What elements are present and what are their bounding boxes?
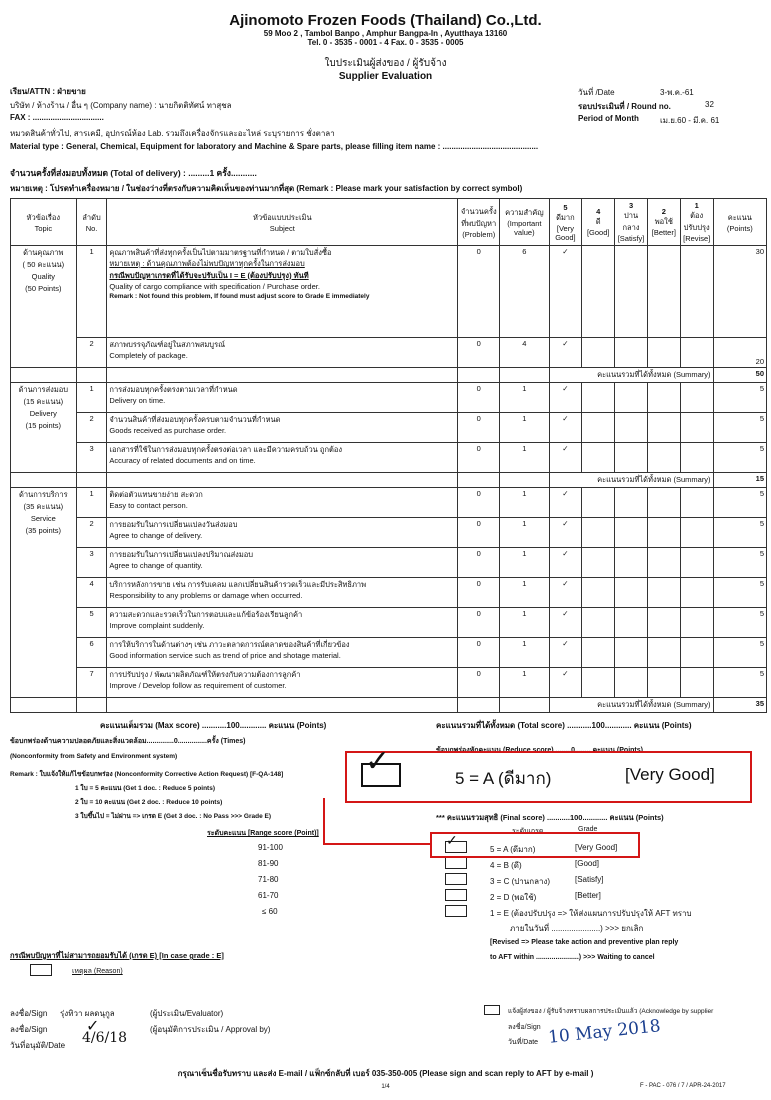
row-points: 5 [713,668,766,698]
grade-c-checkbox[interactable] [445,873,467,885]
row-no: 1 [76,488,107,518]
importance-value: 1 [500,383,549,413]
checkmark-icon: ✓ [365,745,391,778]
range-label: ระดับคะแนน [Range score (Point)] [207,830,319,837]
grade-label: ระดับเกรด [512,828,544,835]
table-row [11,383,767,413]
checkmark-icon: ✓ [549,668,582,698]
grade-a-highlight [430,832,640,858]
table-row [11,548,767,578]
problem-count: 0 [458,488,500,518]
round-label: รอบประเมินที่ / Round no. [578,102,671,111]
summary-label: คะแนนรวมที่ได้ทั้งหมด (Summary) [549,368,713,383]
approve-date-label: วันที่อนุมัติ/Date [10,1041,66,1050]
problem-count: 0 [458,338,500,368]
subject-cell: การให้บริการในด้านต่างๆ เช่น ภาวะตลาดการณ์ตลาดของสินค้าที่เกี่ยวข้อง Good information service such as trend of price and shotage material. [107,638,458,668]
ncr-remark: Remark : ใบแจ้งให้แก้ไขข้อบกพร่อง (Nonconformity Corrective Action Request) [F-QA-148] [10,771,284,778]
row-points: 5 [713,578,766,608]
checkmark-icon: ✓ [549,518,582,548]
problem-count: 0 [458,383,500,413]
date-value: 3-พ.ค.-61 [660,88,694,97]
range-1: 91-100 [258,843,283,852]
range-5: ≤ 60 [262,907,278,916]
date-label: วันที่ /Date [578,88,615,97]
row-no: 7 [76,668,107,698]
summary-value: 35 [713,698,766,713]
attn-line: เรียน/ATTN : ฝ่ายขาย [10,87,86,96]
row-points: 5 [713,638,766,668]
problem-count: 0 [458,548,500,578]
row-points: 5 [713,548,766,578]
problem-count: 0 [458,518,500,548]
material-type-line: Material type : General, Chemical, Equipment for laboratory and Machine & Spare parts, please filling item name : ........................................... [10,142,539,151]
max-score: คะแนนเต็มรวม (Max score) ...........100............ คะแนน (Points) [100,721,327,730]
ncr-line-en: (Nonconformity from Safety and Environment system) [10,753,178,760]
subject-cell: ความสะดวกและรวดเร็วในการตอบและแก้ข้อร้องเรียนลูกค้า Improve complaint suddenly. [107,608,458,638]
title-english: Supplier Evaluation [338,71,433,82]
grade-e-line2: ภายในวันที่ ......................) >>> ยกเลิก [510,924,644,933]
company-address: 59 Moo 2 , Tambol Banpo , Amphur Bangpa-In , Ayutthaya 13160 [263,29,508,38]
subject-cell: การส่งมอบทุกครั้งตรงตามเวลาที่กำหนด Delivery on time. [107,383,458,413]
subject-cell: การยอมรับในการเปลี่ยนแปลงปริมาณส่งมอบ Agree to change of quantity. [107,548,458,578]
checkmark-icon: ✓ [549,488,582,518]
importance-value: 1 [500,488,549,518]
problem-count: 0 [458,668,500,698]
table-row [11,668,767,698]
header-score-1: 1 ต้องปรับปรุง [Revise] [680,199,713,246]
revised-line: [Revised => Please take action and preventive plan reply [490,939,679,946]
subject-cell: ติดต่อตัวแทนขายง่าย สะดวก Easy to contact person. [107,488,458,518]
importance-value: 1 [500,413,549,443]
total-score: คะแนนรวมที่ได้ทั้งหมด (Total score) ...........100............ คะแนน (Points) [436,721,692,730]
topic-quality: ด้านคุณภาพ ( 50 คะแนน) Quality (50 Points) [11,246,77,368]
importance-value: 1 [500,608,549,638]
ack-date-value: 10 May 2018 [547,1016,662,1048]
form-code: F - PAC - 076 / 7 / APR-24-2017 [640,1083,726,1089]
importance-value: 4 [500,338,549,368]
subject-cell: การยอมรับในการเปลี่ยนแปลงวันส่งมอบ Agree to change of delivery. [107,518,458,548]
importance-value: 1 [500,443,549,473]
summary-value: 50 [713,368,766,383]
header-importance: ความสำคัญ (Important value) [500,199,549,246]
summary-row [11,368,767,383]
row-no: 2 [76,338,107,368]
grade-a-label: 5 = A (ดีมาก) [490,845,536,854]
table-row [11,518,767,548]
range-4: 61-70 [258,891,279,900]
table-row [11,443,767,473]
problem-count: 0 [458,638,500,668]
checkmark-icon: ✓ [549,413,582,443]
category-line: หมวดสินค้าทั่วไป, สารเคมี, อุปกรณ์ห้อง Lab. รวมถึงเครื่องจักรและอะไหล่ ระบุรายการ ชั่งตาลา [10,129,335,138]
ncr-1: 1 ใบ = 5 คะแนน (Get 1 doc. : Reduce 5 points) [75,785,216,792]
checkmark-icon: ✓ [549,443,582,473]
importance-value: 1 [500,638,549,668]
table-row [11,338,767,368]
page-number: 1/4 [381,1084,390,1090]
revised-line-2: to AFT within ......................) >>> Waiting to cancel [490,954,655,961]
row-no: 1 [76,246,107,338]
ack-date-label: วันที่/Date [508,1039,539,1046]
row-no: 2 [76,413,107,443]
problem-count: 0 [458,608,500,638]
company-line: บริษัท / ห้างร้าน / อื่น ๆ (Company name) : นายกิตติทัศน์ ทาสุชล [10,101,232,110]
row-points: 5 [713,413,766,443]
header-score-3: 3 ปานกลาง [Satisfy] [615,199,648,246]
subject-cell: จำนวนสินค้าที่ส่งมอบทุกครั้งครบตามจำนวนที่กำหนด Goods received as purchase order. [107,413,458,443]
connector-line-vertical [323,798,325,843]
header-score-4: 4 ดี [Good] [582,199,615,246]
zoom-callout [345,745,752,803]
period-value: เม.ย.60 - มี.ค. 61 [660,116,720,125]
sign2-role: (ผู้อนุมัติการประเมิน / Approval by) [150,1025,271,1034]
remark-line: หมายเหตุ : โปรดทำเครื่องหมาย / ในช่องว่างที่ตรงกับความคิดเห็นของท่านมากที่สุด (Remark : Please mark your satisfaction by correct symbol) [10,184,523,193]
problem-count: 0 [458,578,500,608]
final-score: *** คะแนนรวมสุทธิ (Final score) ...........100............ คะแนน (Points) [436,813,664,822]
problem-count: 0 [458,443,500,473]
sign1-label: ลงชื่อ/Sign [10,1009,48,1018]
checkmark-icon: ✓ [549,246,582,338]
grade-e-checkbox[interactable] [445,905,467,917]
table-row [11,578,767,608]
row-points: 30 [713,246,766,338]
table-row [11,246,767,338]
checkmark-icon: ✓ [549,608,582,638]
title-thai: ใบประเมินผู้ส่งของ / ผู้รับจ้าง [324,58,447,69]
table-row [11,638,767,668]
header-subject: หัวข้อแบบประเมิน Subject [107,199,458,246]
reason-checkbox[interactable] [30,964,52,976]
row-points: 5 [713,518,766,548]
company-tel: Tel. 0 - 3535 - 0001 - 4 Fax. 0 - 3535 - 0005 [307,38,464,47]
summary-label: คะแนนรวมที่ได้ทั้งหมด (Summary) [549,698,713,713]
fax-line: FAX : ................................ [10,113,104,122]
grade-d-checkbox[interactable] [445,889,467,901]
ncr-3: 3 ใบขึ้นไป = ไม่ผ่าน => เกรด E (Get 3 doc. : No Pass >>> Grade E) [75,813,271,820]
row-no: 5 [76,608,107,638]
table-row [11,488,767,518]
evaluation-table [10,198,767,713]
importance-value: 1 [500,578,549,608]
summary-row [11,473,767,488]
range-2: 81-90 [258,859,279,868]
checkmark-icon: ✓ [549,383,582,413]
grade-label-en: Grade [578,826,598,833]
summary-label: คะแนนรวมที่ได้ทั้งหมด (Summary) [549,473,713,488]
summary-value: 15 [713,473,766,488]
row-no: 3 [76,443,107,473]
topic-service: ด้านการบริการ (35 คะแนน) Service (35 points) [11,488,77,698]
range-3: 71-80 [258,875,279,884]
ack-sign-label: ลงชื่อ/Sign [508,1024,541,1031]
sign1-name: รุ่งทิวา ผลดนุกูล [60,1009,115,1018]
row-no: 2 [76,518,107,548]
subject-cell: บริการหลังการขาย เช่น การรับเคลม แลกเปลี่ยนสินค้ารวดเร็วและมีประสิทธิภาพ Responsibility to any problems or damage when occurred. [107,578,458,608]
row-points: 5 [713,608,766,638]
header-score-5: 5 ดีมาก [Very Good] [549,199,582,246]
checkmark-icon: ✓ [549,578,582,608]
checkmark-icon: ✓ [549,338,582,368]
grade-a-label-en: [Very Good] [575,843,618,852]
checkmark-icon: ✓ [549,548,582,578]
grade-e-case: กรณีพบปัญหาที่ไม่สามารถยอมรับได้ (เกรด E) [In case grade : E] [10,951,224,960]
reason-label: เหตุผล (Reason) [72,968,123,975]
checkmark-icon: ✓ [446,832,458,848]
subject-cell: สภาพบรรจุภัณฑ์อยู่ในสภาพสมบูรณ์ Completely of package. [107,338,458,368]
importance-value: 1 [500,518,549,548]
subject-cell: การปรับปรุง / พัฒนาผลิตภัณฑ์ให้ตรงกับความต้องการลูกค้า Improve / Develop follow as requirement of customer. [107,668,458,698]
sign1-role: (ผู้ประเมิน/Evaluator) [150,1009,224,1018]
problem-count: 0 [458,246,500,338]
summary-row [11,698,767,713]
grade-c-label-en: [Satisfy] [575,875,604,884]
importance-value: 6 [500,246,549,338]
grade-e-label: 1 = E (ต้องปรับปรุง => ให้ส่งแผนการปรับปรุงให้ AFT ทราบ [490,909,692,918]
row-points: 20 [713,338,766,368]
grade-b-label: 4 = B (ดี) [490,861,522,870]
problem-count: 0 [458,413,500,443]
ncr-line: ข้อบกพร่องด้านความปลอดภัยและสิ่งแวดล้อม..............0...............ครั้ง (Times) [10,738,246,745]
zoom-grade-label-en: [Very Good] [625,765,715,784]
round-value: 32 [705,100,714,109]
footer-note: กรุณาเซ็นชื่อรับทราบ และส่ง E-mail / แฟ็กซ์กลับที่ เบอร์ 035-350-005 (Please sign and scan reply to AFT by e-mail ) [177,1069,594,1078]
company-name: Ajinomoto Frozen Foods (Thailand) Co.,Ltd. [229,12,542,29]
row-no: 3 [76,548,107,578]
header-problem: จำนวนครั้งที่พบปัญหา (Problem) [458,199,500,246]
grade-c-label: 3 = C (ปานกลาง) [490,877,551,886]
approve-date-value: 4/6/18 [82,1030,128,1046]
row-no: 1 [76,383,107,413]
grade-d-label: 2 = D (พอใช้) [490,893,537,902]
header-points: คะแนน (Points) [713,199,766,246]
ack-checkbox[interactable] [484,1005,500,1015]
grade-b-checkbox[interactable] [445,857,467,869]
row-points: 5 [713,383,766,413]
signature-scribble: ✓ [86,1016,100,1035]
subject-cell: เอกสารที่ใช้ในการส่งมอบทุกครั้งตรงต่อเวลา และมีความครบถ้วน ถูกต้อง Accuracy of related documents and on time. [107,443,458,473]
connector-line-horizontal [323,843,431,845]
zoom-grade-label: 5 = A (ดีมาก) [455,769,552,788]
table-row [11,608,767,638]
importance-value: 1 [500,548,549,578]
row-no: 6 [76,638,107,668]
delivery-total: จำนวนครั้งที่ส่งมอบทั้งหมด (Total of delivery) : .........1 ครั้ง........... [10,168,257,178]
period-label: Period of Month [578,114,639,123]
ncr-2: 2 ใบ = 10 คะแนน (Get 2 doc. : Reduce 10 points) [75,799,223,806]
header-topic: หัวข้อเรื่อง Topic [11,199,77,246]
header-no: ลำดับ No. [76,199,107,246]
ack-line: แจ้งผู้ส่งของ / ผู้รับจ้างทราบผลการประเมินแล้ว (Acknowledge by supplier [508,1008,714,1015]
grade-b-label-en: [Good] [575,859,600,868]
checkmark-icon: ✓ [549,638,582,668]
grade-d-label-en: [Better] [575,891,601,900]
header-score-2: 2 พอใช้ [Better] [647,199,680,246]
row-points: 5 [713,443,766,473]
topic-delivery: ด้านการส่งมอบ (15 คะแนน) Delivery (15 points) [11,383,77,473]
row-points: 5 [713,488,766,518]
table-header-row [11,199,767,246]
row-no: 4 [76,578,107,608]
importance-value: 1 [500,668,549,698]
subject-cell: คุณภาพสินค้าที่ส่งทุกครั้งเป็นไปตามมาตรฐานที่กำหนด / ตามใบสั่งซื้อ หมายเหตุ : ด้านคุณภาพต้องไม่พบปัญหาทุกครั้งในการส่งมอบ กรณีพบปัญหาเกรดที่ได้รับจะปรับเป็น I = E (ต้องปรับปรุง) ทันที Quality of cargo compliance with specification / Purchase order. Remark : Not found this problem, If found must adjust score to Grade E immediately [107,246,458,338]
table-row [11,413,767,443]
sign2-label: ลงชื่อ/Sign [10,1025,48,1034]
